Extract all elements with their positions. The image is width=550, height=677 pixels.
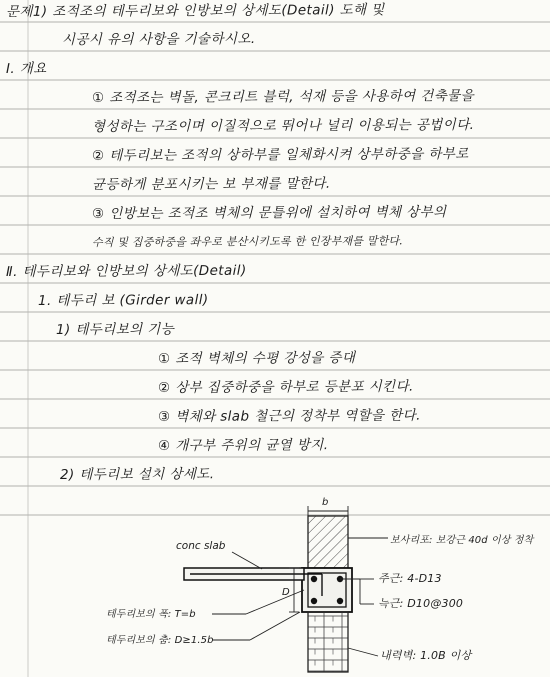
overview-para-3-line-1: ③ 인방보는 조적조 벽체의 문틀위에 설치하여 벽체 상부의 [91,204,447,222]
main-bar [337,598,343,604]
subsection-1-1-heading: 1) 테두리보의 기능 [55,321,175,338]
main-bar [311,598,317,604]
subsection-1-2-heading: 2) 테두리보 설치 상세도. [59,466,215,483]
overview-para-3-line-2: 수직 및 집중하중을 좌우로 분산시키도록 한 인장부재를 말한다. [91,234,404,249]
note-main-bar: 주근: 4-D13 [378,572,442,585]
overview-para-2-line-1: ② 테두리보는 조적의 상하부를 일체화시켜 상부하중을 하부로 [91,146,469,164]
upper-brick-wall [308,516,348,568]
main-bar [311,576,317,582]
note-stirrup: 늑근: D10@300 [378,597,464,610]
note-rebar-anchorage: 보사리포: 보강근 40d 이상 정착 [390,535,534,546]
overview-para-2-line-2: 균등하게 분포시키는 보 부재를 말한다. [91,175,331,193]
section-2-heading: Ⅱ. 테두리보와 인방보의 상세도(Detail) [5,262,247,280]
function-item-4: ④ 개구부 주위의 균열 방지. [157,437,329,454]
dimension-b: b [322,497,329,508]
note-beam-depth: 테두리보의 춤: D≥1.5b [106,635,214,646]
overview-para-1-line-2: 형성하는 구조이며 이질적으로 뛰어나 널리 이용되는 공법이다. [91,116,475,135]
note-beam-width: 테두리보의 폭: T=b [106,609,196,620]
function-item-1: ① 조적 벽체의 수평 강성을 증대 [157,349,356,367]
section-1-heading: Ⅰ. 개요 [5,60,47,77]
lower-brick-wall [308,612,348,672]
question-line-2: 시공시 유의 사항을 기술하시오. [61,30,256,48]
function-item-2: ② 상부 집중하중을 하부로 등분포 시킨다. [157,378,414,396]
overview-para-1-line-1: ① 조적조는 벽돌, 콘크리트 블럭, 석재 등을 사용하여 건축물을 [91,87,475,106]
function-item-3: ③ 벽체와 slab 철근의 정착부 역할을 한다. [157,407,421,425]
dimension-d: D [282,587,290,598]
subsection-1-heading: 1. 테두리 보 (Girder wall) [37,292,209,309]
question-line-1: 문제1) 조적조의 테두리보와 인방보의 상세도(Detail) 도해 및 [5,2,385,20]
note-bearing-wall: 내력벽: 1.0B 이상 [380,649,472,662]
slab-label: conc slab [176,540,226,552]
